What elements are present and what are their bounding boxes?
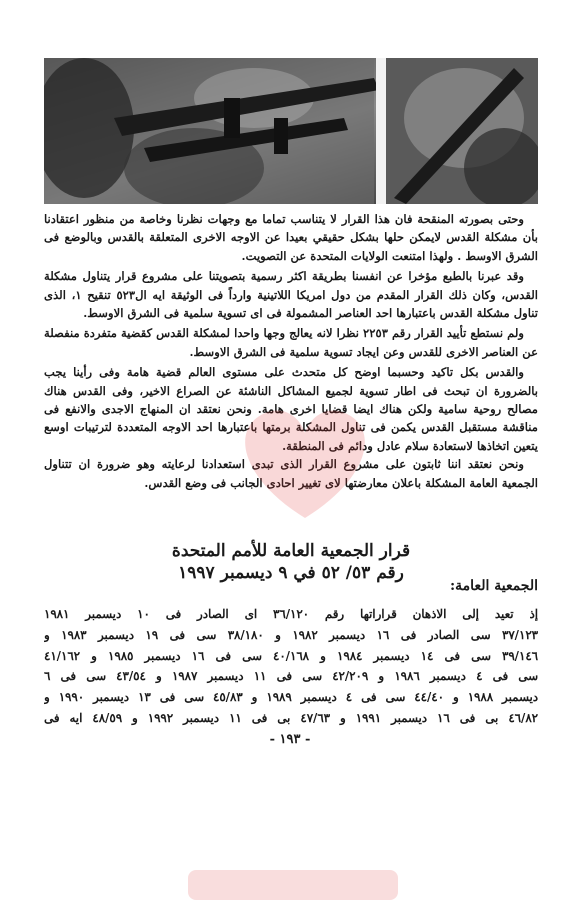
paragraph-2: وقد عبرنا بالطبع مؤخرا عن انفسنا بطريقة اكثر رسمية بتصويتنا على مشروع قرار يتناول مشكلة القدس، وكان ذلك القرار المقدم من دول امريكا اللاتينية وارداً فى الوثيقة ايه ال٥٢٣ تنقيح ١، الذى تناول مشكلة القدس باعتبارها احد العناصر المشمولة فى اى تسوية سلمية فى الشرق الاوسط. bbox=[44, 269, 538, 321]
photo-illustration bbox=[44, 58, 538, 204]
soldiers-photo bbox=[44, 58, 538, 204]
resolution-line-5: ديسمبر ١٩٨٨ و ٤٤/٤٠ سى فى ٤ ديسمبر ١٩٨٩ و ٤٥/٨٣ سى فى ١٣ ديسمبر ١٩٩٠ و bbox=[44, 690, 538, 705]
resolution-text bbox=[44, 604, 538, 729]
page-number: - ١٩٣ - bbox=[269, 732, 311, 747]
resolution-line-6: ٤٦/٨٢ بى فى ١٦ ديسمبر ١٩٩١ و ٤٧/٦٣ بى فى ١١ ديسمبر ١٩٩٢ و ٤٨/٥٩ ايه فى bbox=[44, 710, 538, 725]
resolution-line-4: سى فى ٤ ديسمبر ١٩٨٦ و ٤٢/٢٠٩ سى فى ١١ ديسمبر ١٩٨٧ و ٤٣/٥٤ سى فى ٦ bbox=[44, 669, 538, 684]
paragraph-1: وحتى بصورته المنقحة فان هذا القرار لا يتناسب تماما مع وجهات نظرنا وخاصة من منظور اعتقادنا بأن مشكلة القدس لايمكن حلها بشكل حقيقي بعيدا عن الاوجه الاخرى المتعلقة بالقدس وبالوضع فى الشرق الاوسط . ولهذا امتنعت الولايات المتحدة عن التصويت. bbox=[44, 212, 538, 263]
paragraph-5: ونحن نعتقد اننا ثابتون على مشروع القرار الذى تبدى استعدادنا لرعايته وهو ضرورة ان تتناول الجمعية العامة المشكلة باعلان معارضتها لاى تغيير احادى الجانب فى وضع القدس. bbox=[44, 457, 538, 490]
resolution-title-line-1: قرار الجمعية العامة للأمم المتحدة bbox=[171, 541, 411, 561]
resolution-title-line-2: رقم ٥٣/ ٥٢ في ٩ ديسمبر ١٩٩٧ bbox=[178, 563, 404, 583]
body-text bbox=[44, 210, 538, 492]
general-assembly-label: الجمعية العامة: bbox=[450, 578, 538, 594]
paragraph-4: والقدس بكل تاكيد وحسبما اوضح كل متحدث على مستوى العالم قضية هامة وفى رأينا يجب بالضرورة ان تبحث فى اطار تسوية لجميع المشاكل الناشئة عن الصراع الاخير، وفى القدس هناك مصالح روحية سامية ولكن هناك ايضا قضايا اخرى هامة. ونحن نعتقد ان المنهاج الاجدى والانفع فى مناقشة مستقبل القدس يكمن فى تناول المشكلة برمتها باعتبارها احد الاوجه المتعددة لترتيبات اوسع يتعين اتخاذها لاستعادة سلام عادل ودائم فى المنطقة. bbox=[44, 365, 538, 453]
resolution-line-1: إذ تعيد إلى الاذهان قراراتها رقم ٣٦/١٢٠ اى الصادر فى ١٠ ديسمبر ١٩٨١ bbox=[44, 607, 538, 621]
watermark-wordmark-icon bbox=[188, 860, 398, 910]
paragraph-3: ولم نستطع تأييد القرار رقم ٢٢٥٣ نظرا لانه يعالج وجها واحدا لمشكلة القدس كقضية متفردة منفصلة عن العناصر الاخرى للقدس وعن ايجاد تسوية سلمية فى الشرق الاوسط. bbox=[44, 326, 538, 359]
resolution-line-2: ٣٧/١٢٣ سى الصادر فى ١٦ ديسمبر ١٩٨٢ و ٣٨/١٨٠ سى فى ١٩ ديسمبر ١٩٨٣ و bbox=[44, 627, 538, 642]
resolution-line-3: ٣٩/١٤٦ سى فى ١٤ ديسمبر ١٩٨٤ و ٤٠/١٦٨ سى فى ١٦ ديسمبر ١٩٨٥ و ٤١/١٦٢ bbox=[44, 648, 538, 663]
